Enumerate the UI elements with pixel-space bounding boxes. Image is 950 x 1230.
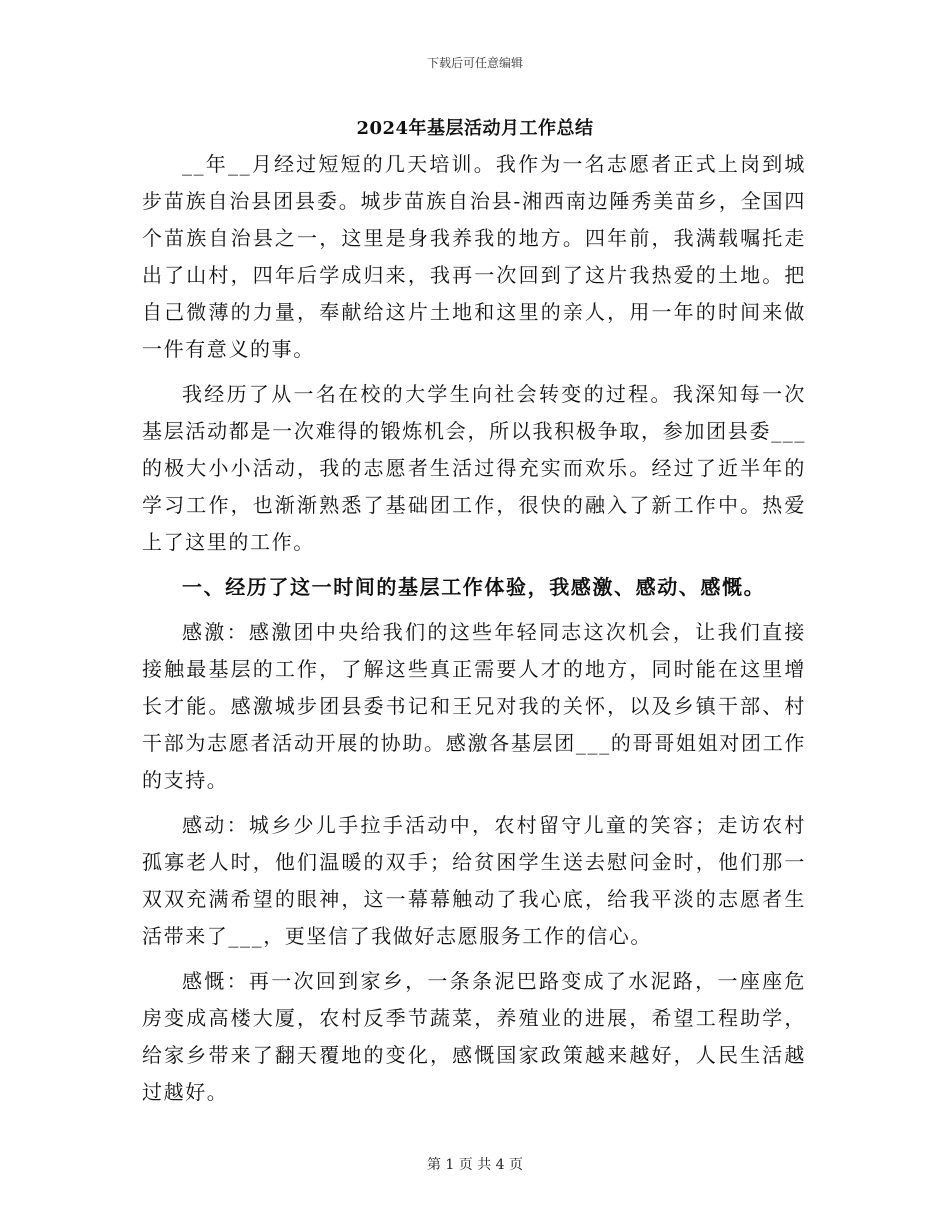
section-heading-1: 一、经历了这一时间的基层工作体验，我感激、感动、感慨。 <box>182 575 766 599</box>
document-title: 2024年基层活动月工作总结 <box>356 118 594 139</box>
paragraph-reflection: 感慨：再一次回到家乡，一条条泥巴路变成了水泥路，一座座危房变成高楼大厦，农村反季节蔬菜，养殖业的进展，希望工程助学，给家乡带来了翻天覆地的变化，感慨国家政策越来越好，人民生活越过越好。 <box>142 969 806 1104</box>
paragraph-experience: 我经历了从一名在校的大学生向社会转变的过程。我深知每一次基层活动都是一次难得的锻炼机会，所以我积极争取，参加团县委___的极大小小活动，我的志愿者生活过得充实而欢乐。经过了近半年的学习工作，也渐渐熟悉了基础团工作，很快的融入了新工作中。热爱上了这里的工作。 <box>142 382 806 554</box>
paragraph-moved: 感动：城乡少儿手拉手活动中，农村留守儿童的笑容；走访农村孤寡老人时，他们温暖的双手；给贫困学生送去慰问金时，他们那一双双充满希望的眼神，这一幕幕触动了我心底，给我平淡的志愿者生活带来了___，更坚信了我做好志愿服务工作的信心。 <box>142 813 806 948</box>
paragraph-intro: __年__月经过短短的几天培训。我作为一名志愿者正式上岗到城步苗族自治县团县委。城步苗族自治县-湘西南边陲秀美苗乡，全国四个苗族自治县之一，这里是身我养我的地方。四年前，我满载嘱托走出了山村，四年后学成归来，我再一次回到了这片我热爱的土地。把自己微薄的力量，奉献给这片土地和这里的亲人，用一年的时间来做一件有意义的事。 <box>142 152 806 361</box>
header-note: 下载后可任意编辑 <box>426 56 523 70</box>
page-number-footer: 第 1 页 共 4 页 <box>426 1157 524 1173</box>
document-body <box>142 146 806 1119</box>
paragraph-gratitude: 感激：感激团中央给我们的这些年轻同志这次机会，让我们直接接触最基层的工作，了解这些真正需要人才的地方，同时能在这里增长才能。感激城步团县委书记和王兄对我的关怀，以及乡镇干部、村干部为志愿者活动开展的协助。感激各基层团___的哥哥姐姐对团工作的支持。 <box>142 620 806 792</box>
